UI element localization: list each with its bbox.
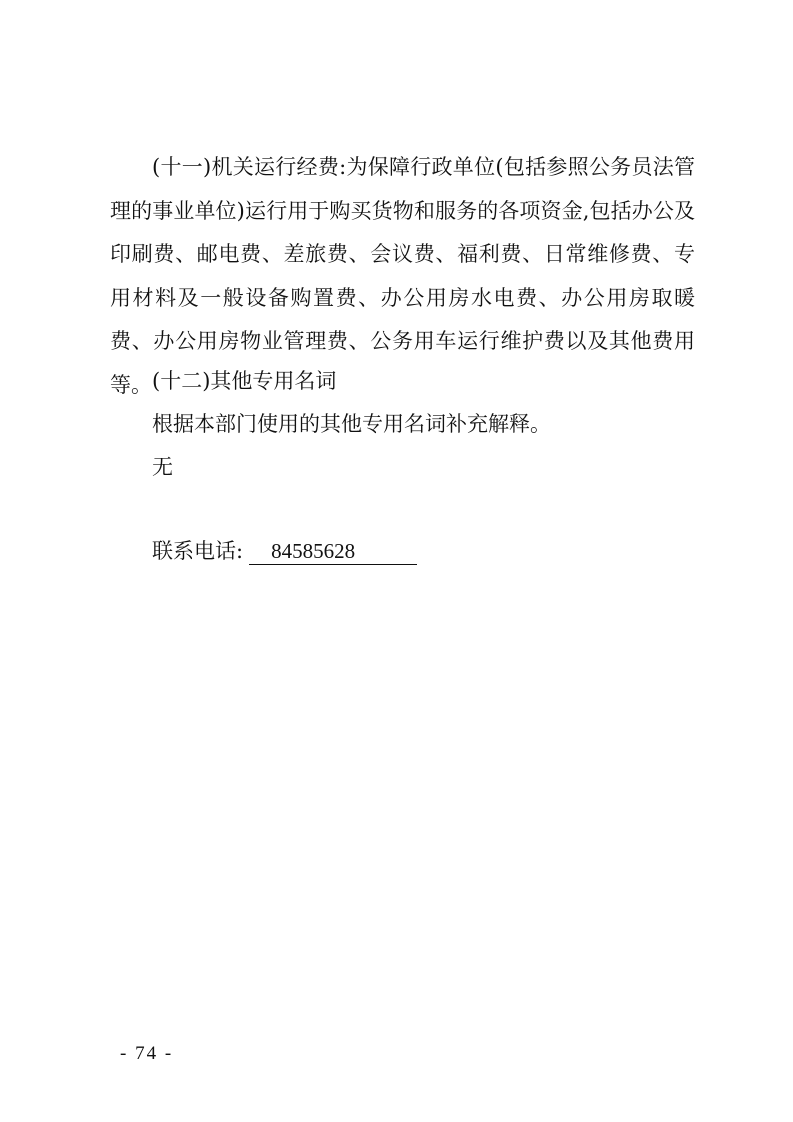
section-12-heading: (十二)其他专用名词 bbox=[152, 369, 337, 393]
section-12-content: 无 bbox=[152, 455, 173, 479]
section-11-paragraph: (十一)机关运行经费:为保障行政单位(包括参照公务员法管理的事业单位)运行用于购买货物和服务的各项资金,包括办公及印刷费、邮电费、差旅费、会议费、福利费、日常维修费、专用材料及一般设备购置费、办公用房水电费、办公用房取暖费、办公用房物业管理费、公务用车运行维护费以及其他费用等。 bbox=[110, 155, 695, 397]
contact-phone-label: 联系电话: bbox=[152, 539, 244, 563]
contact-phone-row bbox=[152, 536, 417, 566]
section-12-description: 根据本部门使用的其他专用名词补充解释。 bbox=[152, 412, 551, 436]
page-number: - 74 - bbox=[120, 1043, 174, 1064]
contact-phone-value: 84585628 bbox=[249, 538, 417, 565]
